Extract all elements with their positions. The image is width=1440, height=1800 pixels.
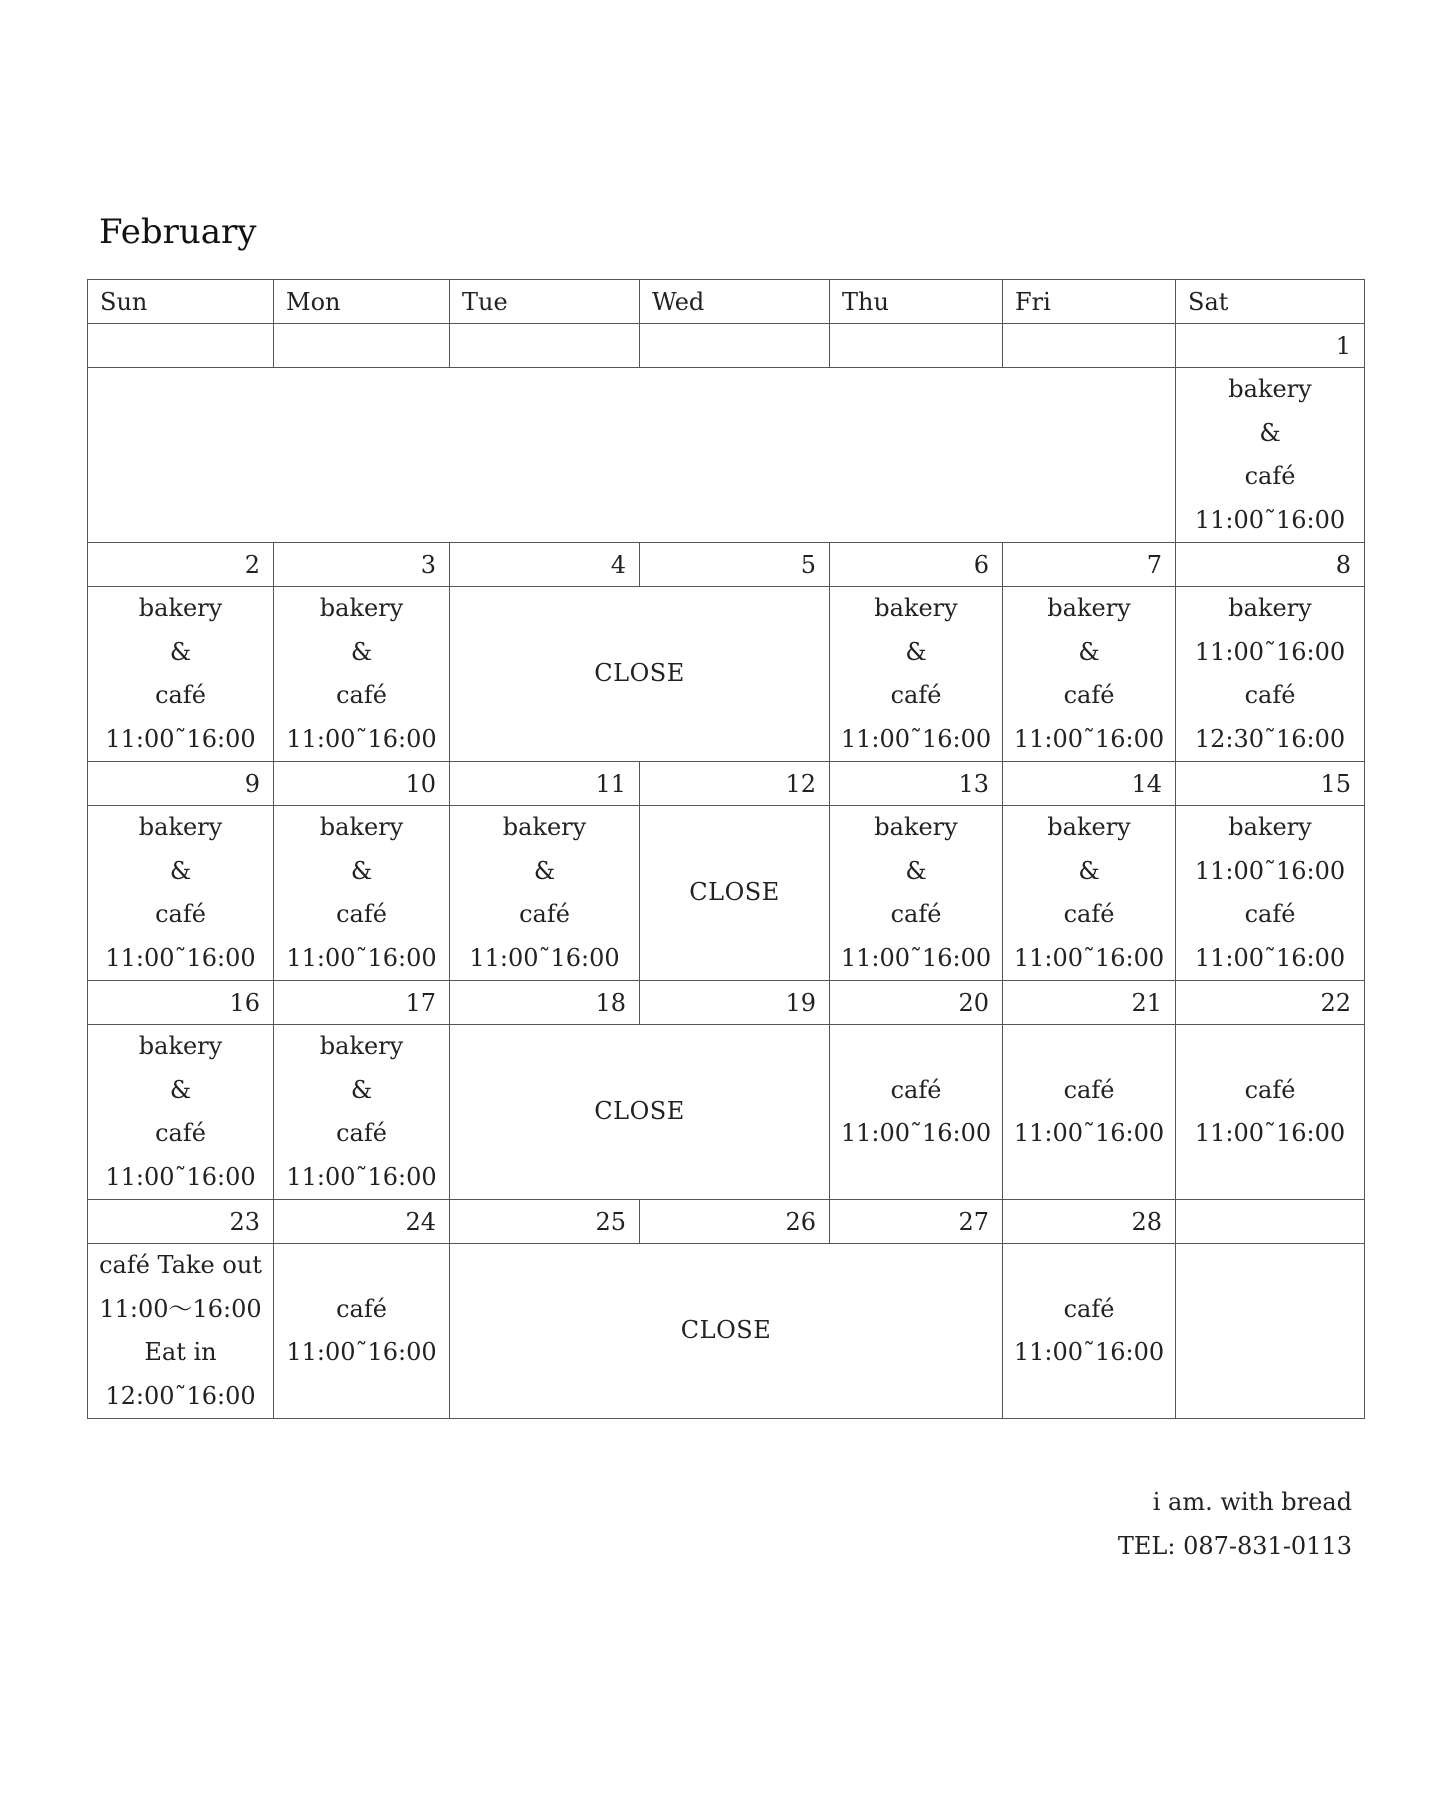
hours-line: 12:00˜16:00: [105, 1381, 256, 1410]
date-cell: [450, 324, 640, 368]
weekday-tue: Tue: [450, 280, 640, 324]
hours-line: café: [1244, 900, 1296, 928]
hours-line: café: [890, 681, 942, 709]
hours-cell: [1176, 587, 1365, 762]
date-cell: 17: [274, 981, 450, 1025]
weekday-thu: Thu: [830, 280, 1003, 324]
hours-line: café Take out: [99, 1251, 262, 1279]
hours-line: bakery: [874, 594, 958, 622]
closed-cell: [450, 1025, 830, 1200]
hours-cell: [1003, 1025, 1176, 1200]
hours-line: 11:00˜16:00: [1013, 943, 1165, 972]
week-5-dates: [88, 1200, 1365, 1244]
hours-line: bakery: [1228, 375, 1312, 403]
hours-line: 11:00˜16:00: [1013, 1119, 1165, 1147]
hours-line: café: [1063, 1075, 1115, 1104]
date-cell: 23: [88, 1200, 274, 1244]
empty-cell: [88, 368, 1176, 543]
hours-line: café: [336, 1294, 387, 1323]
date-cell: 15: [1176, 762, 1365, 806]
hours-line: &: [1078, 637, 1100, 666]
week-4-hours: [88, 1025, 1365, 1200]
hours-line: bakery: [319, 594, 404, 622]
shop-phone: TEL: 087-831-0113: [1117, 1532, 1352, 1560]
hours-line: 11:00˜16:00: [1013, 1338, 1165, 1366]
hours-cell: [1003, 587, 1176, 762]
date-cell: 3: [274, 543, 450, 587]
hours-line: &: [350, 1075, 373, 1104]
closed-cell: [450, 587, 830, 762]
hours-line: café: [890, 900, 942, 928]
hours-cell: [274, 1025, 450, 1200]
hours-line: &: [169, 637, 192, 666]
weekday-sun: Sun: [88, 280, 274, 324]
date-cell: 9: [88, 762, 274, 806]
hours-line: 11:00˜16:00: [105, 943, 256, 972]
hours-line: bakery: [138, 813, 223, 841]
week-1-hours: [88, 368, 1365, 543]
hours-line: 11:00˜16:00: [286, 724, 437, 753]
weekday-sat: Sat: [1176, 280, 1365, 324]
hours-line: café: [1063, 681, 1115, 709]
hours-line: bakery: [502, 813, 587, 841]
hours-line: café: [890, 1075, 942, 1104]
date-cell: [88, 324, 274, 368]
date-cell: 7: [1003, 543, 1176, 587]
week-4-dates: [88, 981, 1365, 1025]
week-5-hours: [88, 1244, 1365, 1419]
hours-line: café: [1244, 681, 1296, 709]
hours-line: &: [350, 856, 373, 885]
date-cell: 12: [640, 762, 830, 806]
hours-line: 11:00˜16:00: [286, 1338, 437, 1366]
hours-line: 11:00˜16:00: [1194, 505, 1346, 534]
hours-cell: [88, 587, 274, 762]
week-3-dates: [88, 762, 1365, 806]
hours-line: café: [336, 1119, 387, 1147]
hours-cell: [1003, 1244, 1176, 1419]
shop-name: i am. with bread: [1152, 1488, 1352, 1516]
date-cell: 1: [1176, 324, 1365, 368]
hours-line: &: [169, 856, 192, 885]
hours-cell: [1003, 806, 1176, 981]
hours-cell: [450, 806, 640, 981]
hours-line: 11:00˜16:00: [286, 1162, 437, 1191]
hours-line: café: [155, 900, 206, 928]
hours-line: 11:00˜16:00: [1194, 943, 1346, 972]
date-cell: 27: [830, 1200, 1003, 1244]
hours-line: 11:00˜16:00: [105, 1162, 256, 1191]
hours-line: café: [336, 900, 387, 928]
date-cell: 26: [640, 1200, 830, 1244]
week-1-dates: [88, 324, 1365, 368]
closed-cell: [640, 806, 830, 981]
close-label: CLOSE: [594, 1097, 685, 1126]
date-cell: 2: [88, 543, 274, 587]
hours-cell: [830, 587, 1003, 762]
hours-line: café: [336, 681, 387, 709]
date-cell: 14: [1003, 762, 1176, 806]
hours-line: café: [1244, 1075, 1296, 1104]
date-cell: 18: [450, 981, 640, 1025]
shop-info: [1118, 1480, 1352, 1568]
date-cell: 22: [1176, 981, 1365, 1025]
close-label: CLOSE: [680, 1316, 772, 1345]
hours-line: 11:00˜16:00: [1194, 1119, 1346, 1147]
date-cell: 10: [274, 762, 450, 806]
hours-line: café: [1063, 900, 1115, 928]
hours-line: &: [1078, 856, 1100, 885]
hours-line: 11:00˜16:00: [469, 943, 620, 972]
date-cell: [274, 324, 450, 368]
hours-cell: [274, 1244, 450, 1419]
hours-line: &: [533, 856, 556, 885]
hours-line: &: [905, 856, 927, 885]
hours-line: bakery: [1047, 594, 1131, 622]
hours-line: café: [519, 900, 570, 928]
hours-line: bakery: [319, 1032, 404, 1060]
weekday-mon: Mon: [274, 280, 450, 324]
calendar-table: [87, 279, 1365, 1419]
hours-cell: [830, 806, 1003, 981]
weekday-wed: Wed: [640, 280, 830, 324]
hours-cell: [1176, 368, 1365, 543]
hours-line: bakery: [874, 813, 958, 841]
hours-line: bakery: [1228, 813, 1312, 841]
hours-line: 11:00˜16:00: [105, 724, 256, 753]
calendar-title: February: [99, 212, 257, 252]
closed-cell: [450, 1244, 1003, 1419]
hours-line: 12:30˜16:00: [1194, 724, 1346, 753]
week-2-dates: [88, 543, 1365, 587]
date-cell: [1003, 324, 1176, 368]
date-cell: 5: [640, 543, 830, 587]
weekday-header-row: [88, 280, 1365, 324]
hours-cell: [830, 1025, 1003, 1200]
hours-line: 11:00˜16:00: [1194, 856, 1346, 885]
hours-line: 11:00˜16:00: [286, 943, 437, 972]
hours-line: &: [905, 637, 927, 666]
hours-line: bakery: [138, 1032, 223, 1060]
hours-cell: [88, 1244, 274, 1419]
date-cell: 4: [450, 543, 640, 587]
close-label: CLOSE: [689, 878, 780, 907]
date-cell: 16: [88, 981, 274, 1025]
date-cell: [640, 324, 830, 368]
hours-line: 11:00˜16:00: [1194, 637, 1346, 666]
hours-line: café: [1244, 462, 1296, 490]
date-cell: 19: [640, 981, 830, 1025]
hours-line: café: [1063, 1294, 1115, 1323]
date-cell: 8: [1176, 543, 1365, 587]
hours-line: bakery: [1047, 813, 1131, 841]
week-3-hours: [88, 806, 1365, 981]
hours-cell: [88, 806, 274, 981]
close-label: CLOSE: [594, 659, 685, 688]
hours-cell: [88, 1025, 274, 1200]
date-cell: 20: [830, 981, 1003, 1025]
hours-cell: [274, 806, 450, 981]
date-cell: 28: [1003, 1200, 1176, 1244]
date-cell: 11: [450, 762, 640, 806]
date-cell: 25: [450, 1200, 640, 1244]
hours-line: café: [155, 1119, 206, 1147]
week-2-hours: [88, 587, 1365, 762]
hours-cell: [274, 587, 450, 762]
hours-line: bakery: [319, 813, 404, 841]
hours-cell: [1176, 806, 1365, 981]
hours-line: bakery: [1228, 594, 1312, 622]
date-cell: [1176, 1200, 1365, 1244]
date-cell: 13: [830, 762, 1003, 806]
hours-line: bakery: [138, 594, 223, 622]
hours-line: 11:00˜16:00: [840, 943, 992, 972]
weekday-fri: Fri: [1003, 280, 1176, 324]
hours-line: &: [350, 637, 373, 666]
empty-cell: [1176, 1244, 1365, 1419]
hours-line: 11:00˜16:00: [840, 724, 992, 753]
date-cell: [830, 324, 1003, 368]
date-cell: 21: [1003, 981, 1176, 1025]
date-cell: 24: [274, 1200, 450, 1244]
hours-line: &: [1259, 418, 1281, 447]
hours-line: 11:00˜16:00: [1013, 724, 1165, 753]
hours-line: Eat in: [144, 1338, 217, 1366]
hours-line: 11:00˜16:00: [840, 1119, 992, 1147]
hours-line: café: [155, 681, 206, 709]
hours-cell: [1176, 1025, 1365, 1200]
hours-line: &: [169, 1075, 192, 1104]
hours-line: 11:00～16:00: [99, 1294, 262, 1323]
date-cell: 6: [830, 543, 1003, 587]
